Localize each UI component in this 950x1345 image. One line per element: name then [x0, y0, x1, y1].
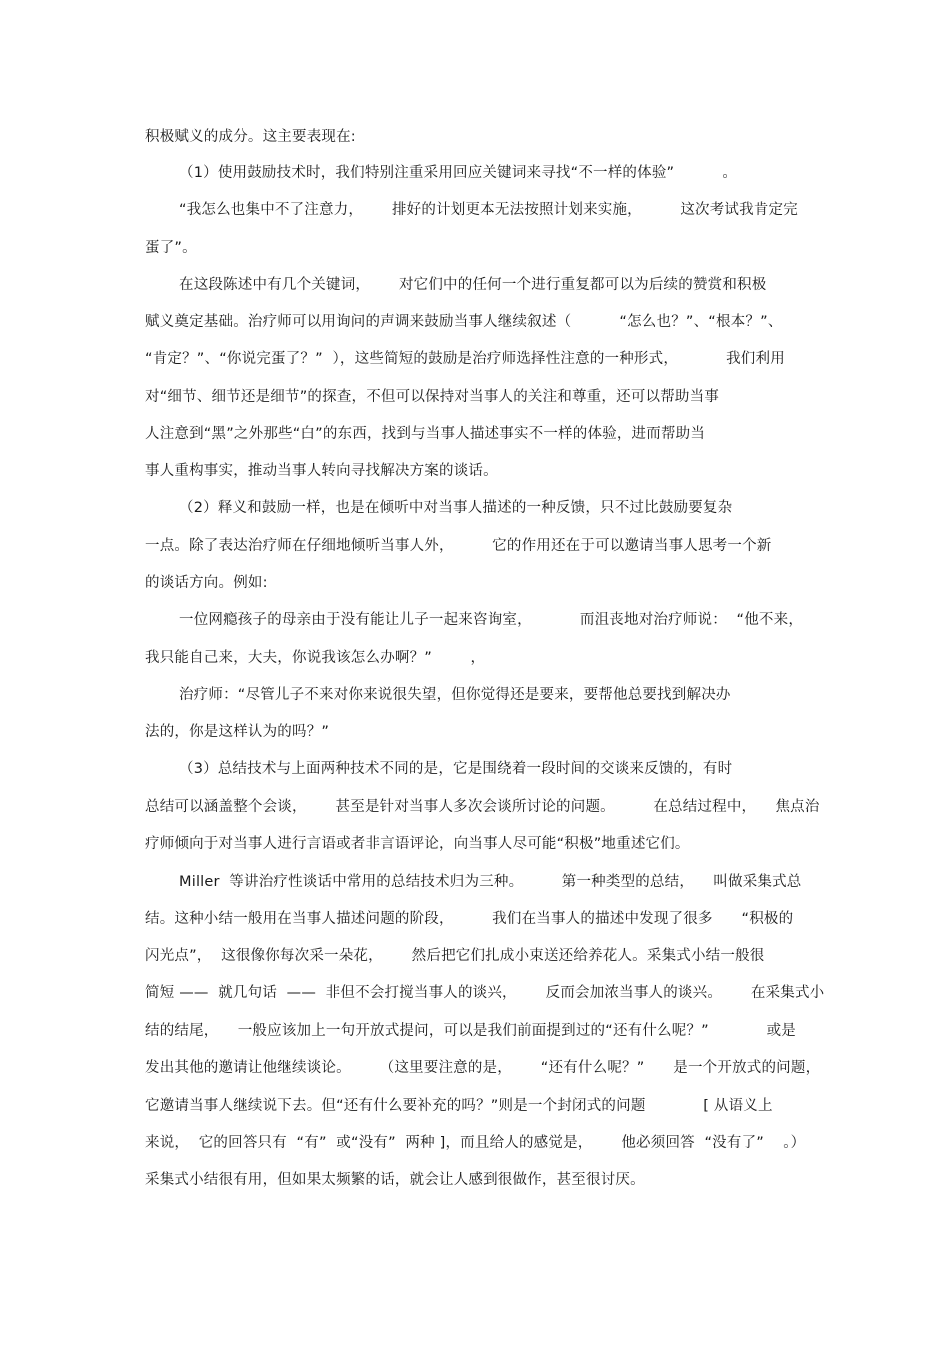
text-line: 我只能自己来，大夫，你说我该怎么办啊？” ，	[145, 650, 486, 666]
text-line: 一点。除了表达治疗师在仔细地倾听当事人外， 它的作用还在于可以邀请当事人思考一个新	[145, 538, 772, 554]
text-line: 闪光点”， 这很像你每次采一朵花， 然后把它们扎成小束送还给养花人。采集式小结一般很	[145, 948, 765, 964]
text-line: 结。这种小结一般用在当事人描述问题的阶段， 我们在当事人的描述中发现了很多 “积极的	[145, 911, 794, 927]
text-line: 对“细节、细节还是细节”的探查，不但可以保持对当事人的关注和尊重，还可以帮助当事	[145, 389, 720, 405]
text-line: （3）总结技术与上面两种技术不同的是，它是围绕着一段时间的交谈来反馈的，有时	[179, 761, 733, 777]
text-line: 治疗师：“尽管儿子不来对你来说很失望，但你觉得还是要来，要帮他总要找到解决办	[179, 687, 731, 703]
text-line: “肯定？”、“你说完蛋了？” ），这些简短的鼓励是治疗师选择性注意的一种形式， 我们利用	[145, 351, 785, 367]
text-line: （2）释义和鼓励一样，也是在倾听中对当事人描述的一种反馈，只不过比鼓励要复杂	[179, 500, 733, 516]
text-line: 一位网瘾孩子的母亲由于没有能让儿子一起来咨询室， 而沮丧地对治疗师说： “他不来，	[179, 612, 804, 628]
text-line: 它邀请当事人继续说下去。但“还有什么要补充的吗？”则是一个封闭式的问题 [ 从语义上	[145, 1098, 773, 1114]
text-line: 总结可以涵盖整个会谈， 甚至是针对当事人多次会谈所讨论的问题。 在总结过程中， 焦点治	[145, 799, 820, 815]
text-line: （1）使用鼓励技术时，我们特别注重采用回应关键词来寻找“不一样的体验” 。	[179, 165, 738, 181]
text-line: 蛋了”。	[145, 240, 197, 256]
text-line: Miller 等讲治疗性谈话中常用的总结技术归为三种。 第一种类型的总结， 叫做采集式总	[179, 874, 802, 890]
text-line: 事人重构事实，推动当事人转向寻找解决方案的谈话。	[145, 463, 498, 479]
text-line: 疗师倾向于对当事人进行言语或者非言语评论，向当事人尽可能“积极”地重述它们。	[145, 836, 690, 852]
text-line: 在这段陈述中有几个关键词， 对它们中的任何一个进行重复都可以为后续的赞赏和积极	[179, 277, 767, 293]
text-line: 人注意到“黑”之外那些“白”的东西，找到与当事人描述事实不一样的体验，进而帮助当	[145, 426, 706, 442]
text-line: 积极赋义的成分。这主要表现在:	[145, 129, 356, 145]
text-line: “我怎么也集中不了注意力， 排好的计划更本无法按照计划来实施， 这次考试我肯定完	[179, 202, 798, 218]
text-line: 赋义奠定基础。治疗师可以用询问的声调来鼓励当事人继续叙述（ “怎么也？”、“根本？”、	[145, 314, 783, 330]
text-line: 的谈话方向。例如:	[145, 575, 268, 591]
text-line: 来说， 它的回答只有 “有” 或“没有” 两种 ]，而且给人的感觉是， 他必须回答 “没有了” 。）	[145, 1135, 806, 1151]
text-line: 结的结尾， 一般应该加上一句开放式提问，可以是我们前面提到过的“还有什么呢？” 或是	[145, 1023, 796, 1039]
text-line: 法的，你是这样认为的吗？”	[145, 724, 330, 740]
text-line: 发出其他的邀请让他继续谈论。 （这里要注意的是， “还有什么呢？” 是一个开放式的问题，	[145, 1060, 821, 1076]
text-line: 简短 —— 就几句话 —— 非但不会打搅当事人的谈兴， 反而会加浓当事人的谈兴。 在采集式小	[145, 985, 825, 1001]
text-line: 采集式小结很有用，但如果太频繁的话，就会让人感到很做作，甚至很讨厌。	[145, 1172, 645, 1188]
